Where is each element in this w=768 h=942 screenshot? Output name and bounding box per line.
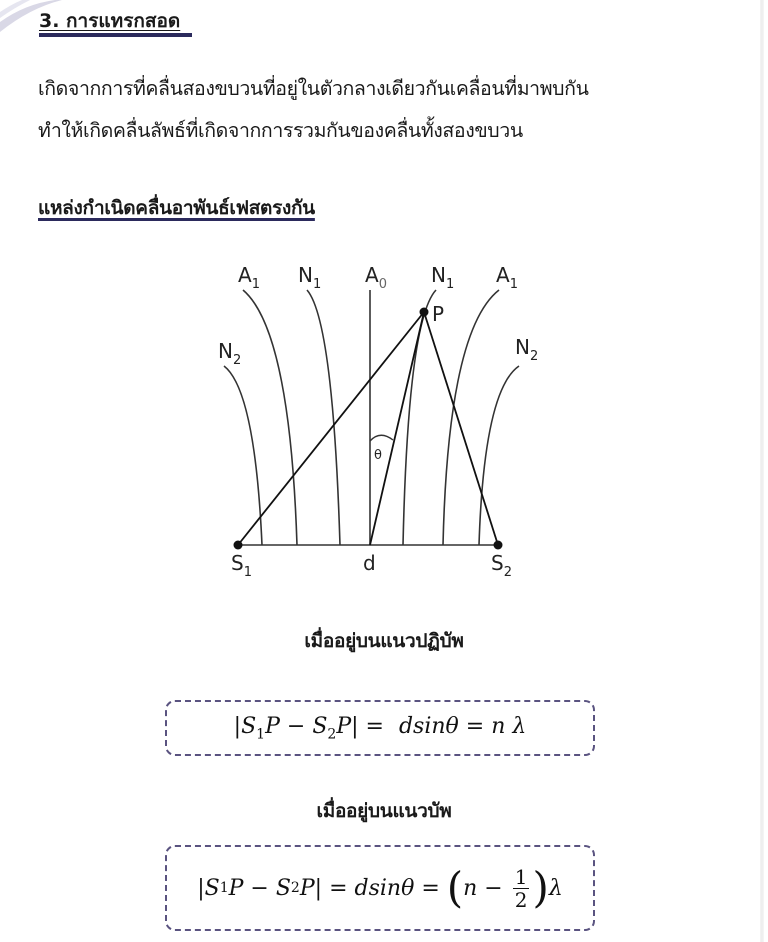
interference-diagram (200, 250, 560, 590)
label-s1: $S_1$ (231, 551, 252, 580)
paragraph-line: ทำให้เกิดคลื่นลัพธ์ที่เกิดจากการรวมกันของคลื่นทั้งสองขบวน (38, 119, 523, 142)
antinode-formula-box (165, 700, 595, 756)
label-s2: $S_2$ (491, 551, 512, 580)
coherent-source-heading: แหล่งกำเนิดคลื่นอาพันธ์เฟสตรงกัน (38, 197, 315, 219)
point-p (420, 308, 429, 317)
antinode-condition-heading: เมื่ออยู่บนแนวปฏิบัพ (304, 630, 464, 652)
label-a1-left: $A_1$ (238, 263, 260, 292)
label-a1-right: $A_1$ (496, 263, 518, 292)
nodal-line-n2-right (479, 366, 519, 545)
label-n2-left: $N_2$ (218, 339, 242, 368)
description-paragraph (38, 68, 718, 152)
node-condition-heading: เมื่ออยู่บนแนวบัพ (316, 800, 452, 822)
theta-arc (370, 435, 393, 441)
label-a0: $A_0$ (365, 263, 387, 292)
antinode-formula: $|S_1P - S_2P| = dsin\theta = n$ λ (233, 713, 527, 743)
node-formula-box (165, 845, 595, 931)
section-title: 3. การแทรกสอด (39, 10, 181, 32)
label-d: d (363, 551, 376, 575)
source-s1 (234, 541, 243, 550)
fraction-one-half: $\frac{1}{2}$ (514, 864, 528, 912)
label-n2-right: $N_2$ (515, 335, 539, 364)
nodal-line-n1-left (307, 290, 340, 545)
label-p: P (432, 302, 445, 326)
label-n1-right: $N_1$ (431, 263, 455, 292)
antinodal-line-a1-right (443, 290, 499, 545)
path-s2-to-p (424, 312, 498, 545)
label-theta: θ (374, 448, 382, 463)
label-n1-left: $N_1$ (298, 263, 322, 292)
paragraph-line: เกิดจากการที่คลื่นสองขบวนที่อยู่ในตัวกลางเดียวกันเคลื่อนที่มาพบกัน (38, 77, 589, 100)
antinodal-line-a1-left (243, 290, 297, 545)
nodal-line-n2-left (224, 366, 262, 545)
node-formula: | S 1 P − S 2 P | = dsinθ = ( n − $\frac{1}{2}$ ) λ (197, 863, 563, 912)
source-s2 (494, 541, 503, 550)
title-underline-bar (39, 33, 192, 37)
